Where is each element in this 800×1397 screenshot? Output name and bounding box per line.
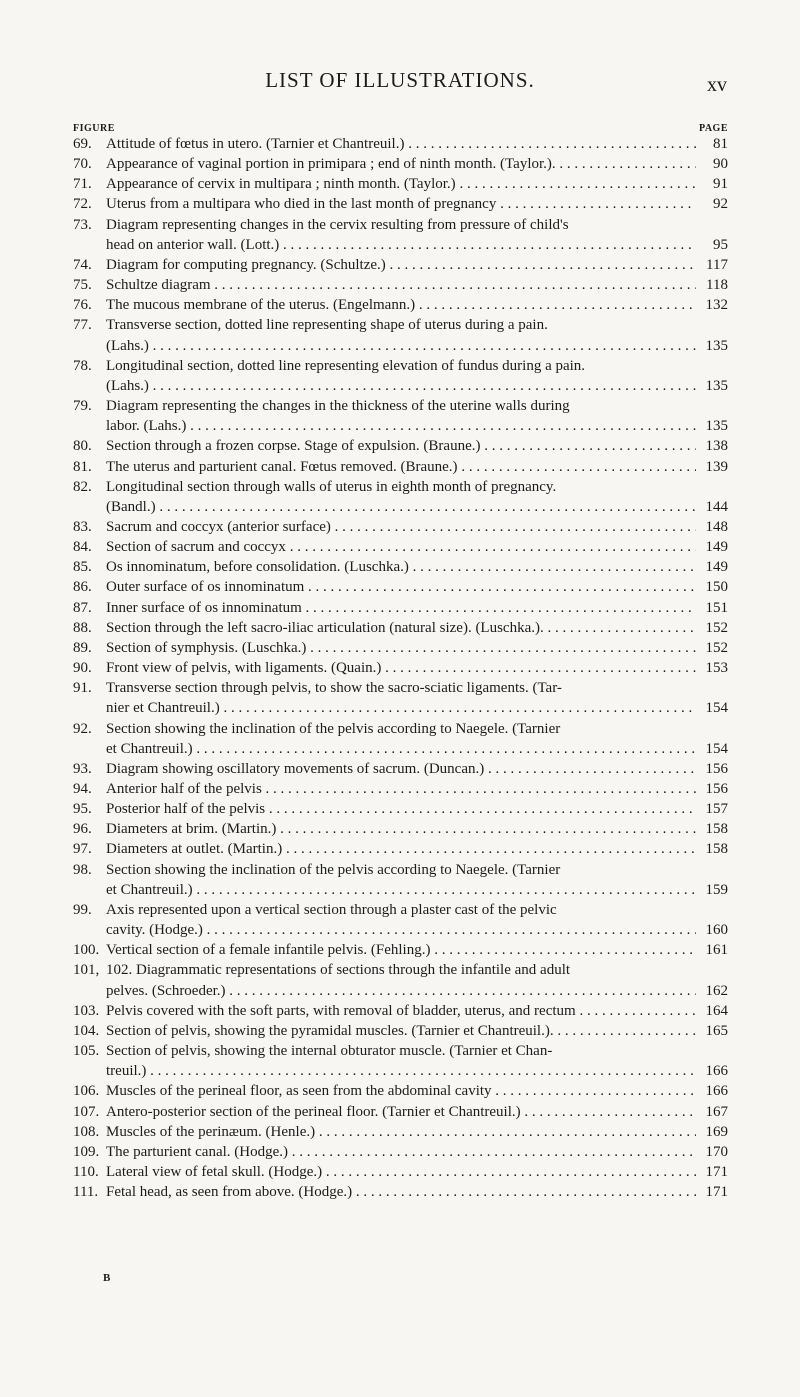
figure-caption: Attitude of fœtus in utero. (Tarnier et Chantreuil.) . . .: [106, 134, 696, 154]
list-item: [73, 598, 728, 618]
page-ref: 167: [705, 1103, 728, 1120]
list-item: [73, 759, 728, 779]
list-item: [73, 1122, 728, 1142]
page-ref: 156: [705, 760, 728, 777]
figure-caption: Outer surface of os innominatum . . .: [106, 577, 696, 597]
page-ref: 154: [705, 700, 728, 717]
page-header: [0, 68, 800, 98]
page-ref: 92: [713, 196, 728, 213]
page-ref: 152: [705, 639, 728, 656]
signature-mark: B: [103, 1272, 111, 1284]
entry-line: [73, 678, 728, 698]
figure-number: 84.: [73, 539, 92, 556]
page-ref: 171: [705, 1184, 728, 1201]
entry-line: [73, 981, 728, 1001]
figure-number: 95.: [73, 801, 92, 818]
figure-caption: head on anterior wall. (Lott.) . . .: [73, 235, 696, 255]
entry-line: [73, 376, 728, 396]
figure-number: 77.: [73, 317, 92, 334]
entry-line: [73, 356, 728, 376]
figure-caption: Inner surface of os innominatum . . .: [106, 598, 696, 618]
entry-line: [73, 577, 728, 597]
figure-caption: Section of pelvis, showing the internal obturator muscle. (Tarnier et Chan-: [106, 1043, 553, 1060]
list-item: [73, 557, 728, 577]
figure-number: 72.: [73, 196, 92, 213]
figure-caption: pelves. (Schroeder.) . . .: [73, 981, 696, 1001]
entry-line: [73, 1182, 728, 1202]
figure-number: 82.: [73, 478, 92, 495]
entry-line: [73, 920, 728, 940]
list-item: [73, 275, 728, 295]
entry-line: [73, 1001, 728, 1021]
figure-number: 70.: [73, 156, 92, 173]
list-item: [73, 315, 728, 355]
figure-number: 96.: [73, 821, 92, 838]
figure-number: 78.: [73, 357, 92, 374]
page-ref: 95: [713, 236, 728, 253]
figure-caption: Section showing the inclination of the pelvis according to Naegele. (Tarnier: [106, 720, 561, 737]
figure-caption: Transverse section, dotted line representing shape of uterus during a pain.: [106, 317, 548, 334]
entry-line: [73, 1162, 728, 1182]
list-item: [73, 960, 728, 1000]
list-item: [73, 255, 728, 275]
page-ref: 118: [706, 277, 728, 294]
page-title: LIST OF ILLUSTRATIONS.: [265, 68, 535, 92]
entry-line: [73, 557, 728, 577]
figure-number: 85.: [73, 559, 92, 576]
entry-line: [73, 497, 728, 517]
list-item: [73, 517, 728, 537]
entry-line: [73, 598, 728, 618]
figure-number: 105.: [73, 1043, 100, 1060]
list-item: [73, 537, 728, 557]
entry-line: [73, 960, 728, 980]
page-ref: 148: [705, 518, 728, 535]
list-item: [73, 900, 728, 940]
figure-caption: Axis represented upon a vertical section through a plaster cast of the pelvic: [106, 901, 557, 918]
entry-line: [73, 1061, 728, 1081]
page-ref: 164: [705, 1002, 728, 1019]
figure-caption: Section showing the inclination of the pelvis according to Naegele. (Tarnier: [106, 861, 561, 878]
figure-caption: Longitudinal section, dotted line representing elevation of fundus during a pain.: [106, 357, 586, 374]
list-item: [73, 658, 728, 678]
list-item: [73, 1021, 728, 1041]
figure-caption: Os innominatum, before consolidation. (Luschka.) . . .: [106, 557, 696, 577]
list-item: [73, 678, 728, 718]
figure-number: 75.: [73, 277, 92, 294]
figure-number: 103.: [73, 1002, 100, 1019]
figure-caption: et Chantreuil.) . . .: [73, 739, 696, 759]
figure-number: 74.: [73, 256, 92, 273]
figure-caption: labor. (Lahs.) . . .: [73, 416, 696, 436]
entry-line: [73, 900, 728, 920]
list-item: [73, 1182, 728, 1202]
entry-line: [73, 1122, 728, 1142]
list-item: [73, 940, 728, 960]
page-ref: 138: [705, 438, 728, 455]
list-item: [73, 1001, 728, 1021]
figure-caption: Section of symphysis. (Luschka.) . . .: [106, 638, 696, 658]
figure-number: 109.: [73, 1143, 100, 1160]
entry-line: [73, 839, 728, 859]
page-ref: 169: [705, 1123, 728, 1140]
entry-line: [73, 759, 728, 779]
illustrations-list: [73, 134, 728, 1202]
entry-line: [73, 416, 728, 436]
page-ref: 117: [706, 256, 728, 273]
list-item: [73, 356, 728, 396]
page-ref: 152: [705, 619, 728, 636]
figure-number: 87.: [73, 599, 92, 616]
figure-caption: Lateral view of fetal skull. (Hodge.) . . .: [106, 1162, 696, 1182]
entry-line: [73, 1081, 728, 1101]
entry-line: [73, 315, 728, 335]
entry-line: [73, 194, 728, 214]
figure-caption: Section of sacrum and coccyx . . .: [106, 537, 696, 557]
figure-number: 89.: [73, 639, 92, 656]
figure-caption: Section through the left sacro-iliac articulation (natural size). (Luschka.). . . . . . .: [106, 618, 696, 638]
list-item: [73, 1142, 728, 1162]
list-item: [73, 1041, 728, 1081]
page-ref: 91: [713, 176, 728, 193]
entry-line: [73, 457, 728, 477]
page-ref: 144: [705, 498, 728, 515]
figure-caption: Antero-posterior section of the perineal floor. (Tarnier et Chantreuil.) . . .: [106, 1102, 696, 1122]
list-item: [73, 1162, 728, 1182]
figure-number: 81.: [73, 458, 92, 475]
page-ref: 166: [705, 1083, 728, 1100]
list-item: [73, 1081, 728, 1101]
page-ref: 166: [705, 1063, 728, 1080]
figure-caption: Front view of pelvis, with ligaments. (Quain.) . . .: [106, 658, 696, 678]
figure-caption: 102. Diagrammatic representations of sections through the infantile and adult: [106, 962, 571, 979]
figure-caption: Sacrum and coccyx (anterior surface) . . .: [106, 517, 696, 537]
figure-number: 111.: [73, 1184, 99, 1201]
list-item: [73, 215, 728, 255]
figure-number: 79.: [73, 398, 92, 415]
list-item: [73, 638, 728, 658]
list-item: [73, 295, 728, 315]
figure-caption: (Lahs.) . . .: [73, 336, 696, 356]
figure-caption: Diagram representing the changes in the thickness of the uterine walls during: [106, 398, 570, 415]
figure-caption: The parturient canal. (Hodge.) . . .: [106, 1142, 696, 1162]
list-item: [73, 457, 728, 477]
figure-caption: Muscles of the perineal floor, as seen from the abdominal cavity . . .: [106, 1081, 696, 1101]
figure-number: 99.: [73, 901, 92, 918]
page-ref: 81: [713, 136, 728, 152]
page-ref: 132: [705, 297, 728, 314]
list-item: [73, 860, 728, 900]
entry-line: [73, 880, 728, 900]
entry-line: [73, 174, 728, 194]
page-ref: 151: [705, 599, 728, 616]
figure-caption: et Chantreuil.) . . .: [73, 880, 696, 900]
figure-number: 92.: [73, 720, 92, 737]
entry-line: [73, 517, 728, 537]
list-item: [73, 799, 728, 819]
list-item: [73, 819, 728, 839]
figure-number: 98.: [73, 861, 92, 878]
entry-line: [73, 799, 728, 819]
figure-number: 76.: [73, 297, 92, 314]
list-item: [73, 134, 728, 154]
page-ref: 157: [705, 801, 728, 818]
entry-line: [73, 215, 728, 235]
entry-line: [73, 779, 728, 799]
page-ref: 154: [705, 740, 728, 757]
entry-line: [73, 275, 728, 295]
figure-caption: Appearance of cervix in multipara ; ninth month. (Taylor.) . . .: [106, 174, 696, 194]
entry-line: [73, 295, 728, 315]
page-ref: 158: [705, 821, 728, 838]
figure-caption: Fetal head, as seen from above. (Hodge.) . . .: [106, 1182, 696, 1202]
list-item: [73, 618, 728, 638]
list-item: [73, 719, 728, 759]
entry-line: [73, 860, 728, 880]
figure-number: 73.: [73, 216, 92, 233]
page-ref: 158: [705, 841, 728, 858]
figure-caption: The mucous membrane of the uterus. (Engelmann.) . . .: [106, 295, 696, 315]
figure-caption: cavity. (Hodge.) . . .: [73, 920, 696, 940]
entry-line: [73, 1021, 728, 1041]
list-item: [73, 1102, 728, 1122]
figure-caption: Uterus from a multipara who died in the last month of pregnancy . . .: [106, 194, 696, 214]
entry-line: [73, 819, 728, 839]
figure-caption: (Lahs.) . . .: [73, 376, 696, 396]
figure-caption: Anterior half of the pelvis . . .: [106, 779, 696, 799]
figure-number: 69.: [73, 136, 92, 152]
page-ref: 170: [705, 1143, 728, 1160]
entry-line: [73, 1041, 728, 1061]
list-item: [73, 577, 728, 597]
figure-number: 91.: [73, 680, 92, 697]
entry-line: [73, 658, 728, 678]
figure-caption: The uterus and parturient canal. Fœtus removed. (Braune.) . . .: [106, 457, 696, 477]
figure-number: 97.: [73, 841, 92, 858]
entry-line: [73, 940, 728, 960]
entry-line: [73, 719, 728, 739]
figure-caption: Diagram for computing pregnancy. (Schultze.) . . .: [106, 255, 696, 275]
entry-line: [73, 698, 728, 718]
entry-line: [73, 638, 728, 658]
figure-number: 90.: [73, 660, 92, 677]
page-column-heading: PAGE: [698, 123, 728, 134]
figure-caption: Posterior half of the pelvis . . .: [106, 799, 696, 819]
page-ref: 135: [705, 418, 728, 435]
figure-number: 100.: [73, 942, 100, 959]
page-ref: 156: [705, 781, 728, 797]
entry-line: [73, 134, 728, 154]
page-ref: 165: [705, 1022, 728, 1039]
figure-number: 80.: [73, 438, 92, 455]
figure-caption: Diameters at outlet. (Martin.) . . .: [106, 839, 696, 859]
page-ref: 149: [705, 539, 728, 556]
page-ref: 135: [705, 337, 728, 354]
figure-caption: Longitudinal section through walls of uterus in eighth month of pregnancy.: [106, 478, 557, 495]
list-item: [73, 396, 728, 436]
list-item: [73, 174, 728, 194]
figure-caption: Schultze diagram . . .: [106, 275, 696, 295]
list-item: [73, 154, 728, 174]
figure-number: 104.: [73, 1022, 100, 1039]
entry-line: [73, 1142, 728, 1162]
figure-number: 106.: [73, 1083, 100, 1100]
figure-caption: Section of pelvis, showing the pyramidal muscles. (Tarnier et Chantreuil.). . . . .: [106, 1021, 696, 1041]
figure-number: 88.: [73, 619, 92, 636]
figure-caption: Transverse section through pelvis, to show the sacro-sciatic ligaments. (Tar-: [106, 680, 562, 697]
entry-line: [73, 396, 728, 416]
list-item: [73, 839, 728, 859]
entry-line: [73, 436, 728, 456]
figure-number: 86.: [73, 579, 92, 596]
list-item: [73, 194, 728, 214]
figure-number: 108.: [73, 1123, 100, 1140]
figure-caption: Diagram representing changes in the cervix resulting from pressure of child's: [106, 216, 569, 233]
figure-caption: Appearance of vaginal portion in primipara ; end of ninth month. (Taylor.). . . .: [106, 154, 696, 174]
page-ref: 171: [705, 1163, 728, 1180]
list-item: [73, 477, 728, 517]
figure-caption: treuil.) . . .: [73, 1061, 696, 1081]
figure-number: 110.: [73, 1163, 99, 1180]
page-ref: 135: [705, 377, 728, 394]
figure-number: 83.: [73, 518, 92, 535]
figure-caption: Muscles of the perinæum. (Henle.) . . .: [106, 1122, 696, 1142]
page-ref: 159: [705, 881, 728, 898]
figure-caption: Diameters at brim. (Martin.) . . .: [106, 819, 696, 839]
entry-line: [73, 154, 728, 174]
page-ref: 90: [713, 156, 728, 173]
figure-column-heading: FIGURE: [73, 123, 115, 134]
entry-line: [73, 255, 728, 275]
list-item: [73, 436, 728, 456]
figure-caption: Section through a frozen corpse. Stage of expulsion. (Braune.) . . .: [106, 436, 696, 456]
page-ref: 162: [705, 982, 728, 999]
figure-number: 93.: [73, 760, 92, 777]
figure-number: 107.: [73, 1103, 100, 1120]
page-ref: 150: [705, 579, 728, 596]
page-ref: 149: [705, 559, 728, 576]
page-ref: 139: [705, 458, 728, 475]
page-ref: 161: [705, 942, 728, 959]
figure-number: 101,: [73, 962, 100, 979]
figure-caption: Diagram showing oscillatory movements of sacrum. (Duncan.) . . .: [106, 759, 696, 779]
list-item: [73, 779, 728, 799]
figure-number: 94.: [73, 781, 92, 797]
entry-line: [73, 739, 728, 759]
entry-line: [73, 618, 728, 638]
figure-number: 71.: [73, 176, 92, 193]
figure-caption: nier et Chantreuil.) . . .: [73, 698, 696, 718]
figure-caption: (Bandl.) . . .: [73, 497, 696, 517]
page-number: xv: [707, 74, 727, 96]
entry-line: [73, 235, 728, 255]
figure-caption: Pelvis covered with the soft parts, with removal of bladder, uterus, and rectum . . .: [106, 1001, 696, 1021]
entry-line: [73, 477, 728, 497]
entry-line: [73, 537, 728, 557]
page-ref: 153: [705, 660, 728, 677]
entry-line: [73, 336, 728, 356]
entry-line: [73, 1102, 728, 1122]
page-ref: 160: [705, 922, 728, 939]
figure-caption: Vertical section of a female infantile pelvis. (Fehling.) . . .: [106, 940, 696, 960]
